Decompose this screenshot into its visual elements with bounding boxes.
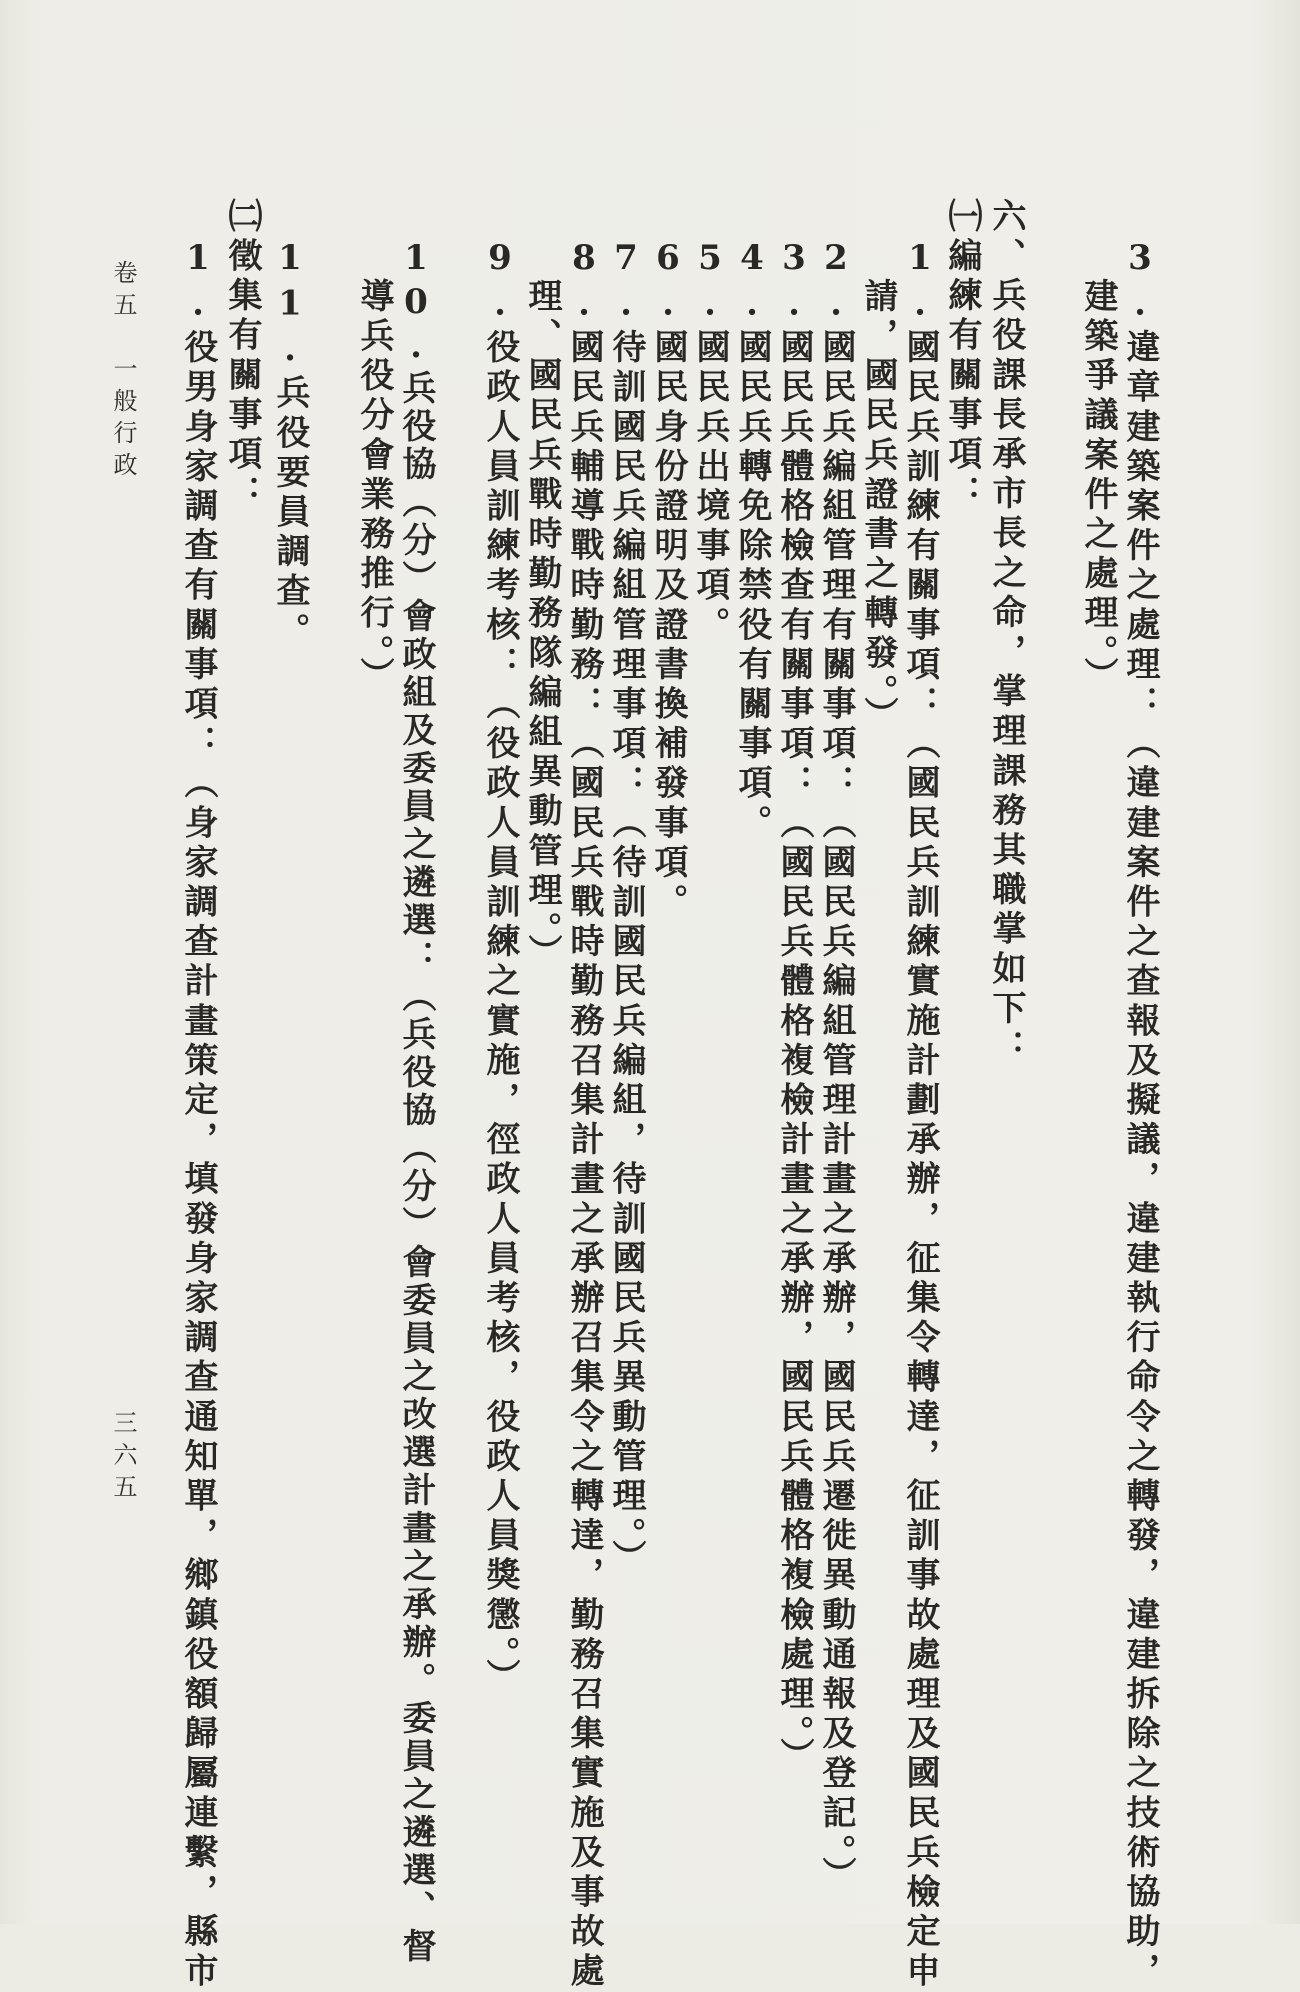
- footer-volume-label: 卷五 一般行政: [109, 260, 137, 484]
- text-column-2: 建築爭議案件之處理。）: [1078, 278, 1118, 697]
- subsection-heading-2: ㈡徵集有關事項：: [222, 198, 262, 515]
- page-number: 三六五: [109, 1410, 137, 1506]
- text-column-1: 3.違章建築案件之處理：（違建案件之查報及擬議，違建執行命令之轉發，違建拆除之技術協助，: [1120, 238, 1160, 1992]
- item-11: 11.兵役要員調查。: [270, 238, 310, 652]
- item-10-line-1: 10.兵役協（分）會政組及委員之遴選：（兵役協（分）會委員之改選計畫之承辦。委員之遴選、督: [396, 238, 436, 1966]
- item-8-line-1: 8.國民兵輔導戰時勤務：（國民兵戰時勤務召集計畫之承辦召集令之轉達，勤務召集實施及事故處: [564, 238, 604, 1992]
- item-1-line-2: 請，國民兵證書之轉發。）: [858, 278, 898, 737]
- item-4: 4.國民兵轉免除禁役有關事項。: [732, 238, 772, 844]
- item-3: 3.國民兵體格檢查有關事項：（國民兵體格複檢計畫之承辦，國民兵體格複檢處理。）: [774, 238, 814, 1778]
- item-9: 9.役政人員訓練考核：（役政人員訓練之實施，徑政人員考核，役政人員獎懲。）: [480, 238, 520, 1699]
- item-8-line-2: 理、國民兵戰時勤務隊編組異動管理。）: [522, 278, 562, 974]
- item-1-conscription: 1.役男身家調查有關事項：（身家調查計畫策定，填發身家調查通知單，鄉鎮役額歸屬連繫，縣市: [178, 238, 218, 1992]
- item-6: 6.國民身份證明及證書換補發事項。: [648, 238, 688, 924]
- section-heading: 六、兵役課長承市長之命，掌理課務其職掌如下：: [986, 198, 1026, 1070]
- item-7: 7.待訓國民兵編組管理事項：（待訓國民兵編組，待訓國民兵異動管理。）: [606, 238, 646, 1580]
- item-10-line-2: 導兵役分會業務推行。）: [354, 278, 394, 697]
- subsection-heading-1: ㈠編練有關事項：: [942, 198, 982, 515]
- item-5: 5.國民兵出境事項。: [690, 238, 730, 646]
- item-1-line-1: 1.國民兵訓練有關事項：（國民兵訓練實施計劃承辦，征集令轉達，征訓事故處理及國民兵檢定申: [900, 238, 940, 1992]
- item-2: 2.國民兵編組管理有關事項：（國民兵編組管理計畫之承辦，國民兵遷徙異動通報及登記。）: [816, 238, 856, 1897]
